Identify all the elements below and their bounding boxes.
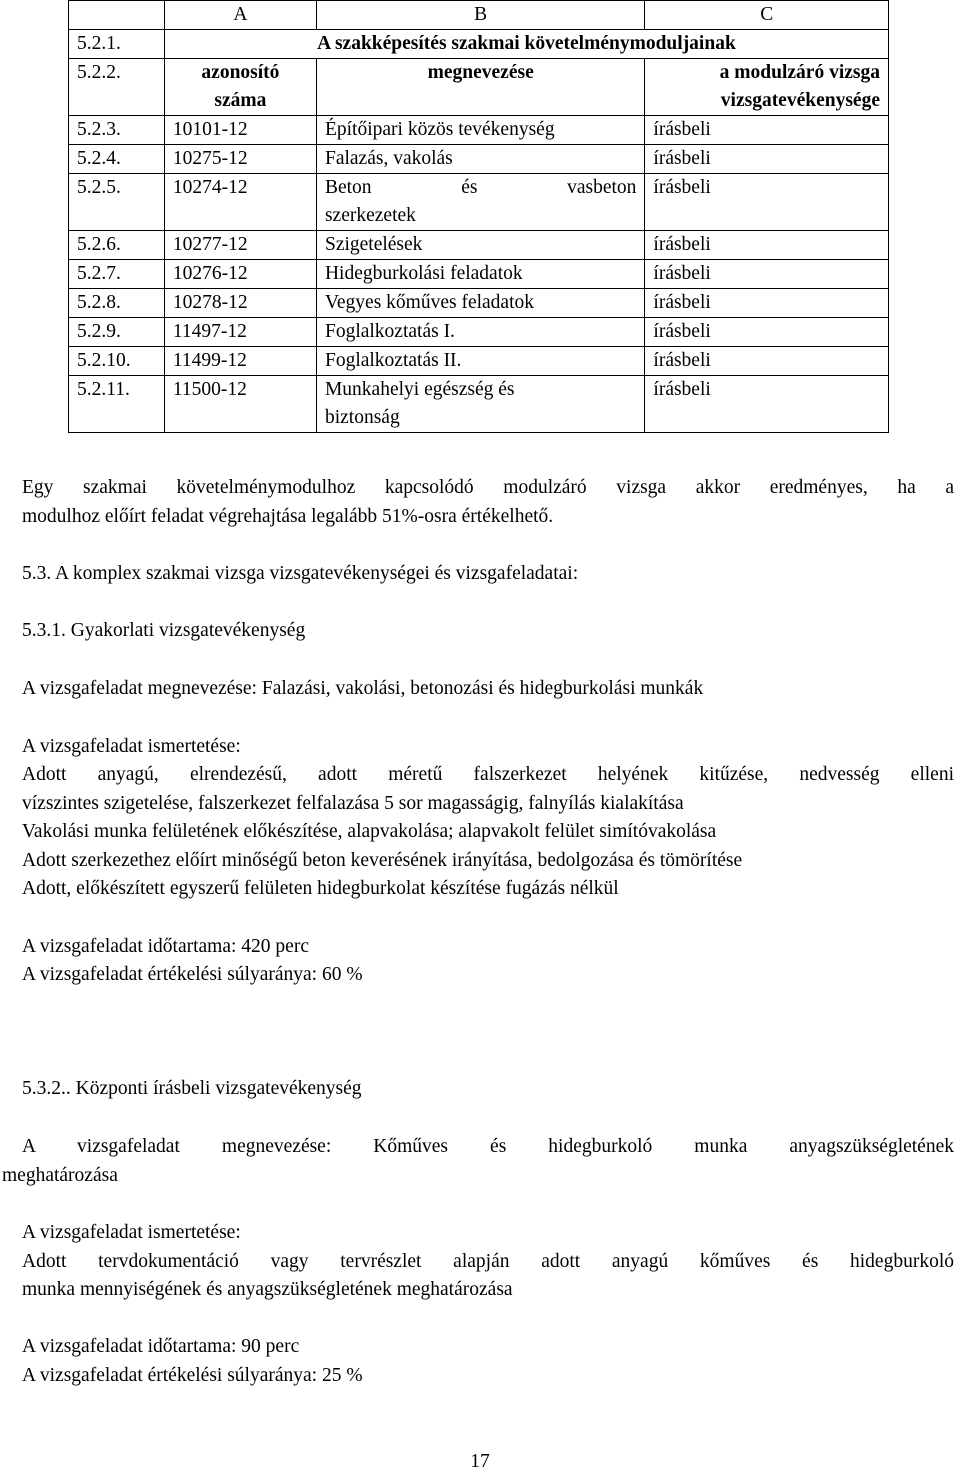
module-id: 11499-12: [164, 347, 316, 376]
column-header-b: B: [316, 1, 644, 30]
row-number: 5.2.7.: [69, 260, 165, 289]
module-name: Foglalkoztatás I.: [316, 318, 644, 347]
task-name-written-line2: meghatározása: [2, 1165, 118, 1186]
column-header-c: C: [645, 1, 889, 30]
title-row: [69, 30, 889, 59]
module-name: Foglalkoztatás II.: [316, 347, 644, 376]
id-header-line2: száma: [214, 90, 267, 111]
table-row: [69, 174, 889, 231]
exam-type: írásbeli: [645, 289, 889, 318]
exam-type: írásbeli: [645, 260, 889, 289]
module-id: 10275-12: [164, 145, 316, 174]
exam-type: írásbeli: [645, 347, 889, 376]
module-name: Falazás, vakolás: [316, 145, 644, 174]
module-name-line1: Munkahelyi egészség és: [324, 379, 515, 400]
task-description-line: vízszintes szigetelése, falszerkezet felfalazása 5 sor magasságig, falnyílás kialakítása: [22, 793, 684, 814]
module-name-word: Beton: [324, 177, 372, 198]
table-title: A szakképesítés szakmai követelménymoduljainak: [164, 30, 888, 59]
table-row: [69, 116, 889, 145]
row-number: 5.2.10.: [69, 347, 165, 376]
intro-paragraph-line1: Egy szakmai követelménymodulhoz kapcsolódó modulzáró vizsga akkor eredményes, ha a: [22, 477, 954, 498]
task-weight-2: A vizsgafeladat értékelési súlyaránya: 25 %: [22, 1365, 363, 1386]
task-name-practical: A vizsgafeladat megnevezése: Falazási, vakolási, betonozási és hidegburkolási munkák: [22, 678, 704, 699]
module-name: [316, 376, 644, 433]
task-description-line: munka mennyiségének és anyagszükségletének meghatározása: [22, 1279, 513, 1300]
exam-type: írásbeli: [645, 318, 889, 347]
section-heading-5-3-2: 5.3.2.. Központi írásbeli vizsgatevékenység: [22, 1078, 362, 1099]
table-row: [69, 347, 889, 376]
exam-type: írásbeli: [645, 145, 889, 174]
module-id: 10274-12: [164, 174, 316, 231]
row-number: 5.2.2.: [69, 59, 165, 116]
task-duration: A vizsgafeladat időtartama: 420 perc: [22, 936, 309, 957]
table-row: [69, 376, 889, 433]
table-row: [69, 289, 889, 318]
row-number: 5.2.9.: [69, 318, 165, 347]
module-name: Építőipari közös tevékenység: [316, 116, 644, 145]
module-id: 11497-12: [164, 318, 316, 347]
page-number: 17: [470, 1451, 490, 1472]
section-heading-5-3-1: 5.3.1. Gyakorlati vizsgatevékenység: [22, 620, 306, 641]
task-description-label: A vizsgafeladat ismertetése:: [22, 736, 241, 757]
row-number: 5.2.6.: [69, 231, 165, 260]
intro-paragraph-line2: modulhoz előírt feladat végrehajtása legalább 51%-osra értékelhető.: [22, 506, 554, 527]
module-id: 11500-12: [164, 376, 316, 433]
column-header-a: A: [164, 1, 316, 30]
row-number: 5.2.3.: [69, 116, 165, 145]
module-name-word: vasbeton: [567, 177, 637, 198]
row-number: 5.2.11.: [69, 376, 165, 433]
exam-header-line1: a modulzáró vizsga: [719, 62, 880, 83]
module-id: 10276-12: [164, 260, 316, 289]
table-row: [69, 145, 889, 174]
exam-header-line2: vizsgatevékenysége: [720, 90, 880, 111]
module-name: Hidegburkolási feladatok: [316, 260, 644, 289]
row-number: 5.2.5.: [69, 174, 165, 231]
empty-corner-cell: [69, 1, 165, 30]
exam-type: írásbeli: [645, 116, 889, 145]
row-number: 5.2.1.: [69, 30, 165, 59]
id-header-line1: azonosító: [201, 62, 280, 83]
exam-type: írásbeli: [645, 376, 889, 433]
exam-header: [645, 59, 889, 116]
task-description-line: Adott anyagú, elrendezésű, adott méretű falszerkezet helyének kitűzése, nedvesség elleni: [22, 764, 954, 785]
name-header: megnevezése: [316, 59, 644, 116]
id-header: [164, 59, 316, 116]
module-name: [316, 174, 644, 231]
task-description-line: Adott, előkészített egyszerű felületen hidegburkolat készítése fugázás nélkül: [22, 878, 619, 899]
module-id: 10101-12: [164, 116, 316, 145]
table-row: [69, 231, 889, 260]
task-weight: A vizsgafeladat értékelési súlyaránya: 60 %: [22, 964, 363, 985]
header-row: [69, 59, 889, 116]
section-heading-5-3: 5.3. A komplex szakmai vizsga vizsgatevékenységei és vizsgafeladatai:: [22, 563, 579, 584]
module-name-line2: szerkezetek: [324, 205, 416, 226]
column-letter-row: [69, 1, 889, 30]
exam-type: írásbeli: [645, 174, 889, 231]
table-row: [69, 318, 889, 347]
task-description-line: Vakolási munka felületének előkészítése, alapvakolása; alapvakolt felület simítóvakolása: [22, 821, 717, 842]
row-number: 5.2.4.: [69, 145, 165, 174]
task-description-line: Adott tervdokumentáció vagy tervrészlet alapján adott anyagú kőműves és hidegburkoló: [22, 1251, 954, 1272]
module-id: 10278-12: [164, 289, 316, 318]
task-duration-2: A vizsgafeladat időtartama: 90 perc: [22, 1336, 300, 1357]
task-name-written-line1: A vizsgafeladat megnevezése: Kőműves és hidegburkoló munka anyagszükségletének: [22, 1136, 954, 1157]
module-name: Vegyes kőműves feladatok: [316, 289, 644, 318]
row-number: 5.2.8.: [69, 289, 165, 318]
task-description-label-2: A vizsgafeladat ismertetése:: [22, 1222, 241, 1243]
module-id: 10277-12: [164, 231, 316, 260]
table-row: [69, 260, 889, 289]
module-name-line2: biztonság: [324, 407, 400, 428]
exam-type: írásbeli: [645, 231, 889, 260]
task-description-line: Adott szerkezethez előírt minőségű beton keverésének irányítása, bedolgozása és tömörítése: [22, 850, 743, 871]
module-name: Szigetelések: [316, 231, 644, 260]
module-name-word: és: [461, 177, 478, 198]
module-requirements-table: [68, 0, 889, 433]
